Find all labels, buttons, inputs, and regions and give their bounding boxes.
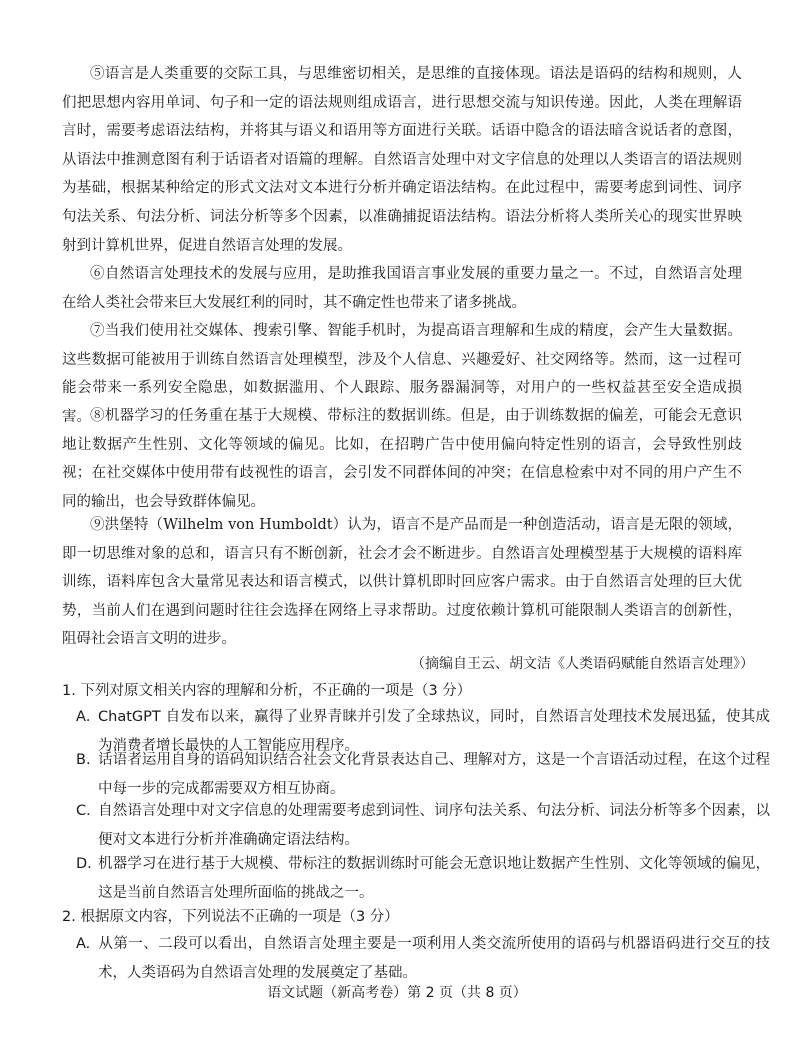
passage-paragraph-8: ⑧机器学习的任务重在基于大规模、带标注的数据训练。但是，由于训练数据的偏差，可能会无意识地让数据产生性别、文化等领域的偏见。比如，在招聘广告中使用偏向特定性别的语言，会导致性别歧视；在社交媒体中使用带有歧视性的语言，会引发不同群体间的冲突；在信息检索中对不同的用户产生不同的输出，也会导致群体偏见。 — [62, 408, 742, 510]
question-2-stem: 2. 根据原文内容，下列说法不正确的一项是（3 分） — [62, 909, 399, 925]
question-1-option-b — [76, 746, 770, 803]
option-label: C. — [76, 803, 91, 819]
passage-paragraph-7: ⑦当我们使用社交媒体、搜索引擎、智能手机时，为提高语言理解和生成的精度，会产生大量数据。这些数据可能被用于训练自然语言处理模型，涉及个人信息、兴趣爱好、社交网络等。然而，这一过程可能会带来一系列安全隐患，如数据滥用、个人跟踪、服务器漏洞等，对用户的一些权益甚至安全造成损害。 — [62, 323, 742, 425]
option-label: A． — [76, 709, 101, 725]
option-text: 话语者运用自身的语码知识结合社会文化背景表达自己、理解对方，这是一个言语活动过程，在这个过程中每一步的完成都需要双方相互协商。 — [98, 752, 770, 797]
passage-paragraph-6: ⑥自然语言处理技术的发展与应用，是助推我国语言事业发展的重要力量之一。不过，自然语言处理在给人类社会带来巨大发展红利的同时，其不确定性也带来了诸多挑战。 — [62, 266, 742, 311]
passage-paragraph-5: ⑤语言是人类重要的交际工具，与思维密切相关，是思维的直接体现。语法是语码的结构和规则，人们把思想内容用单词、句子和一定的语法规则组成语言，进行思想交流与知识传递。因此，人类在理解语言时，需要考虑语法结构，并将其与语义和语用等方面进行关联。话语中隐含的语法暗含说话者的意图，从语法中推测意图有利于话语者对语篇的理解。自然语言处理中对文字信息的处理以人类语言的语法规则为基础，根据某种给定的形式文法对文本进行分析并确定语法结构。在此过程中，需要考虑到词性、词序句法关系、句法分析、词法分析等多个因素，以准确捕捉语法结构。语法分析将人类所关心的现实世界映射到计算机世界，促进自然语言处理的发展。 — [62, 66, 742, 254]
passage-source: （摘编自王云、胡文洁《人类语码赋能自然语言处理》） — [411, 656, 754, 672]
option-text: ChatGPT 自发布以来，赢得了业界青睐并引发了全球热议，同时，自然语言处理技术发展迅猛，使其成为消费者增长最快的人工智能应用程序。 — [98, 709, 770, 754]
page-footer: 语文试题（新高考卷）第 2 页（共 8 页） — [267, 985, 527, 1001]
option-label: A. — [76, 936, 91, 952]
option-text: 从第一、二段可以看出，自然语言处理主要是一项利用人类交流所使用的语码与机器语码进行交互的技术，人类语码为自然语言处理的发展奠定了基础。 — [98, 936, 770, 981]
option-text: 机器学习在进行基于大规模、带标注的数据训练时可能会无意识地让数据产生性别、文化等领域的偏见，这是当前自然语言处理所面临的挑战之一。 — [98, 856, 770, 901]
option-label: D. — [76, 856, 92, 872]
question-1-stem: 1. 下列对原文相关内容的理解和分析，不正确的一项是（3 分） — [62, 683, 472, 699]
option-label: B. — [76, 752, 91, 768]
passage-paragraph-9: ⑨洪堡特（Wilhelm von Humboldt）认为，语言不是产品而是一种创造活动，语言是无限的领域，即一切思维对象的总和，语言只有不断创新，社会才会不断进步。自然语言处理模型基于大规模的语料库训练，语料库包含大量常见表达和语言模式，以供计算机即时回应客户需求。由于自然语言处理的巨大优势，当前人们在遇到问题时往往会选择在网络上寻求帮助。过度依赖计算机可能限制人类语言的创新性，阻碍社会语言文明的进步。 — [62, 517, 742, 648]
question-1-option-d — [76, 850, 770, 907]
option-text: 自然语言处理中对文字信息的处理需要考虑到词性、词序句法关系、句法分析、词法分析等多个因素，以便对文本进行分析并准确确定语法结构。 — [98, 803, 770, 848]
question-2-option-a — [76, 930, 770, 987]
question-1-option-c — [76, 797, 770, 854]
